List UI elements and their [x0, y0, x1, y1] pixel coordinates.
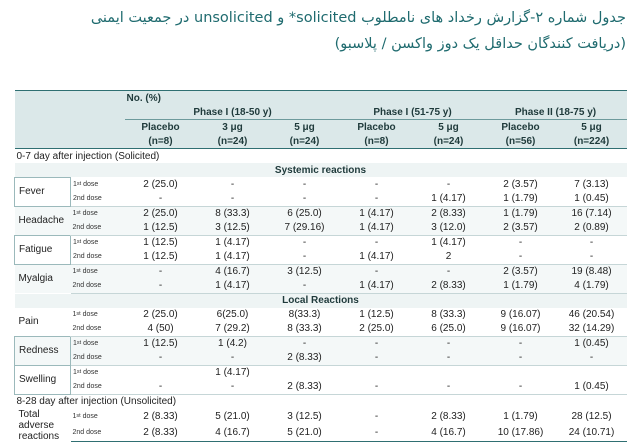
value-cell: -: [197, 380, 269, 395]
dose-1-label: 1st dose: [71, 206, 125, 221]
value-cell: 28 (12.5): [571, 411, 612, 423]
value-cell: 1 (4.17): [341, 279, 413, 294]
value-cell: -: [374, 411, 379, 423]
value-cell: 1 (0.45): [557, 192, 627, 207]
table-row: [15, 178, 627, 192]
value-cell: 1 (4.17): [341, 206, 413, 221]
value-cell: -: [125, 380, 197, 395]
arm-n: (n=24): [413, 134, 485, 149]
arm-n: (n=224): [557, 134, 627, 149]
arm-name: Placebo: [485, 120, 557, 135]
value-cell: 1 (4.17): [431, 237, 466, 248]
value-cell: 2 (8.33): [269, 351, 341, 366]
value-cell: 6 (25.0): [413, 322, 485, 337]
value-cell: 1 (1.79): [485, 192, 557, 207]
value-cell: -: [302, 179, 307, 190]
table-row: [15, 322, 627, 337]
adverse-events-table: [14, 90, 627, 442]
value-cell: 4 (16.7): [197, 264, 269, 279]
phase-2-header: Phase II (18-75 y): [485, 105, 627, 120]
arm-name: 5 μg: [557, 120, 627, 135]
value-cell: 2 (0.89): [557, 221, 627, 236]
value-cell: 2 (8.33): [431, 411, 466, 423]
dose-1-label: 1st dose: [73, 181, 99, 188]
value-cell: 2 (25.0): [143, 309, 178, 320]
value-cell: [413, 365, 485, 380]
value-cell: -: [269, 250, 341, 265]
dose-2-label: 2nd dose: [71, 192, 125, 207]
table-row: [15, 206, 627, 221]
value-cell: -: [413, 264, 485, 279]
systemic-section-title: Systemic reactions: [15, 163, 627, 178]
period-solicited-label: 0-7 day after injection (Solicited): [16, 150, 160, 162]
arm-name: Placebo: [125, 120, 197, 135]
value-cell: 4 (1.79): [557, 279, 627, 294]
table-row: [15, 235, 627, 250]
value-cell: 1 (4.17): [413, 192, 485, 207]
table-row: [15, 221, 627, 236]
arm-n: (n=24): [197, 134, 269, 149]
systemic-section-row: [15, 163, 627, 178]
table-row: [15, 365, 627, 380]
row-label: Swelling: [15, 365, 71, 394]
value-cell: -: [197, 192, 269, 207]
arm-n: (n=24): [269, 134, 341, 149]
dose-2-label: 2nd dose: [71, 322, 125, 337]
value-cell: 1 (4.17): [341, 221, 413, 236]
value-cell: 5 (21.0): [215, 411, 250, 423]
value-cell: 2 (3.57): [485, 264, 557, 279]
value-cell: 1 (12.5): [125, 221, 197, 236]
value-cell: 8(33.3): [288, 309, 321, 320]
value-cell: 1 (0.45): [557, 380, 627, 395]
value-cell: 3 (12.5): [287, 411, 322, 423]
value-cell: -: [302, 237, 307, 248]
row-label: Pain: [18, 316, 39, 327]
value-cell: 24 (10.71): [557, 425, 627, 442]
table-row: [15, 192, 627, 207]
value-cell: -: [341, 380, 413, 395]
dose-1-label: 1st dose: [72, 311, 98, 318]
value-cell: -: [557, 250, 627, 265]
dose-2-label: 2nd dose: [71, 351, 125, 366]
value-cell: -: [485, 250, 557, 265]
value-cell: -: [197, 351, 269, 366]
value-cell: -: [341, 336, 413, 351]
value-cell: 16 (7.14): [557, 206, 627, 221]
value-cell: 2 (8.33): [143, 411, 178, 423]
dose-2-label: 2nd dose: [71, 250, 125, 265]
row-label: Fever: [15, 178, 71, 207]
value-cell: -: [446, 179, 451, 190]
value-cell: -: [341, 192, 413, 207]
value-cell: -: [485, 351, 557, 366]
period-unsolicited-label: 8-28 day after injection (Unsolicited): [16, 396, 177, 407]
value-cell: [485, 365, 557, 380]
value-cell: 4 (16.7): [197, 425, 269, 442]
row-label: Total adverse reactions: [18, 408, 60, 442]
value-cell: 2 (8.33): [269, 380, 341, 395]
dose-2-label: 2nd dose: [71, 425, 125, 442]
value-cell: -: [341, 351, 413, 366]
value-cell: -: [485, 380, 557, 395]
dose-1-label: 1st dose: [71, 336, 125, 351]
value-cell: -: [125, 279, 197, 294]
value-cell: 3 (12.5): [269, 264, 341, 279]
value-cell: 1 (12.5): [125, 336, 197, 351]
arm-name: 5 μg: [413, 120, 485, 135]
value-cell: 1 (1.79): [503, 411, 538, 423]
value-cell: 2 (3.57): [485, 221, 557, 236]
table-row: [15, 308, 627, 322]
value-cell: -: [125, 264, 197, 279]
value-cell: 1 (4.17): [215, 367, 250, 378]
value-cell: -: [269, 336, 341, 351]
value-cell: -: [413, 380, 485, 395]
value-cell: 32 (14.29): [557, 322, 627, 337]
value-cell: -: [374, 179, 379, 190]
value-cell: 6 (25.0): [269, 206, 341, 221]
value-cell: 8 (33.3): [269, 322, 341, 337]
arm-n: (n=56): [485, 134, 557, 149]
no-pct-label: No. (%): [125, 91, 627, 106]
value-cell: -: [518, 237, 523, 248]
local-section-title: Local Reactions: [15, 293, 627, 308]
value-cell: -: [341, 425, 413, 442]
value-cell: -: [125, 192, 197, 207]
value-cell: 2 (25.0): [143, 179, 178, 190]
row-label: Myalgia: [15, 264, 71, 293]
local-section-row: [15, 293, 627, 308]
value-cell: [269, 365, 341, 380]
header-row-count: [15, 91, 627, 106]
header-row-n: [15, 134, 627, 149]
value-cell: 1 (12.5): [143, 237, 178, 248]
value-cell: 1 (4.17): [215, 237, 250, 248]
value-cell: 8 (33.3): [197, 206, 269, 221]
dose-2-label: 2nd dose: [71, 221, 125, 236]
value-cell: -: [269, 279, 341, 294]
dose-1-label: 1st dose: [71, 264, 125, 279]
value-cell: 2 (3.57): [503, 179, 538, 190]
value-cell: -: [341, 264, 413, 279]
value-cell: 19 (8.48): [557, 264, 627, 279]
value-cell: 7 (3.13): [574, 179, 609, 190]
value-cell: [125, 365, 197, 380]
arm-name: Placebo: [341, 120, 413, 135]
value-cell: -: [557, 351, 627, 366]
table-row: [15, 279, 627, 294]
table-row: [15, 336, 627, 351]
value-cell: 46 (20.54): [568, 309, 615, 320]
value-cell: -: [269, 192, 341, 207]
value-cell: 2 (25.0): [341, 322, 413, 337]
table-row: [15, 409, 627, 425]
value-cell: 1 (4.17): [197, 279, 269, 294]
value-cell: -: [413, 336, 485, 351]
value-cell: 9 (16.07): [500, 309, 541, 320]
value-cell: -: [230, 179, 235, 190]
arm-name: 5 μg: [269, 120, 341, 135]
value-cell: 2 (8.33): [413, 279, 485, 294]
value-cell: 8 (33.3): [431, 309, 466, 320]
value-cell: 2 (25.0): [125, 206, 197, 221]
value-cell: 1 (4.2): [197, 336, 269, 351]
value-cell: -: [589, 237, 594, 248]
value-cell: -: [485, 336, 557, 351]
dose-1-label: 1st dose: [72, 413, 98, 421]
phase-1-old-header: Phase I (51-75 y): [341, 105, 485, 120]
value-cell: 2 (8.33): [125, 425, 197, 442]
value-cell: 3 (12.5): [197, 221, 269, 236]
value-cell: 5 (21.0): [269, 425, 341, 442]
value-cell: -: [125, 351, 197, 366]
value-cell: -: [374, 237, 379, 248]
value-cell: 6(25.0): [216, 309, 249, 320]
value-cell: [341, 365, 413, 380]
value-cell: 9 (16.07): [485, 322, 557, 337]
value-cell: 1 (4.17): [197, 250, 269, 265]
dose-2-label: 2nd dose: [71, 279, 125, 294]
dose-1-label: 1st dose: [73, 369, 99, 376]
table-row: [15, 380, 627, 395]
row-label: Fatigue: [15, 235, 71, 264]
value-cell: 10 (17.86): [485, 425, 557, 442]
row-label: Redness: [15, 336, 71, 365]
table-row: [15, 425, 627, 442]
value-cell: 4 (50): [125, 322, 197, 337]
arm-name: 3 μg: [197, 120, 269, 135]
value-cell: 2: [413, 250, 485, 265]
table-row: [15, 351, 627, 366]
value-cell: 7 (29.2): [197, 322, 269, 337]
value-cell: 2 (8.33): [413, 206, 485, 221]
value-cell: 1 (12.5): [359, 309, 394, 320]
period-unsolicited-row: [15, 394, 627, 409]
value-cell: 1 (12.5): [125, 250, 197, 265]
table-row: [15, 264, 627, 279]
arm-n: (n=8): [125, 134, 197, 149]
arm-n: (n=8): [341, 134, 413, 149]
header-row-arms: [15, 120, 627, 135]
value-cell: -: [413, 351, 485, 366]
dose-2-label: 2nd dose: [71, 380, 125, 395]
value-cell: [557, 365, 627, 380]
header-row-phases: [15, 105, 627, 120]
dose-1-label: 1st dose: [73, 239, 99, 246]
value-cell: 1 (0.45): [557, 336, 627, 351]
value-cell: 1 (4.17): [341, 250, 413, 265]
value-cell: 3 (12.0): [413, 221, 485, 236]
value-cell: 1 (1.79): [485, 279, 557, 294]
phase-1-young-header: Phase I (18-50 y): [125, 105, 341, 120]
period-solicited-row: [15, 149, 627, 164]
value-cell: 7 (29.16): [269, 221, 341, 236]
table-title-line-2: (دریافت کنندگان حداقل یک دوز واکسن / پلاسبو): [334, 36, 626, 52]
row-label: Headache: [15, 206, 71, 235]
table-row: [15, 250, 627, 265]
value-cell: 4 (16.7): [413, 425, 485, 442]
value-cell: 1 (1.79): [485, 206, 557, 221]
table-title-line-1: جدول شماره ۲-گزارش رخداد های نامطلوب solicited* و unsolicited در جمعیت ایمنی: [90, 10, 626, 26]
